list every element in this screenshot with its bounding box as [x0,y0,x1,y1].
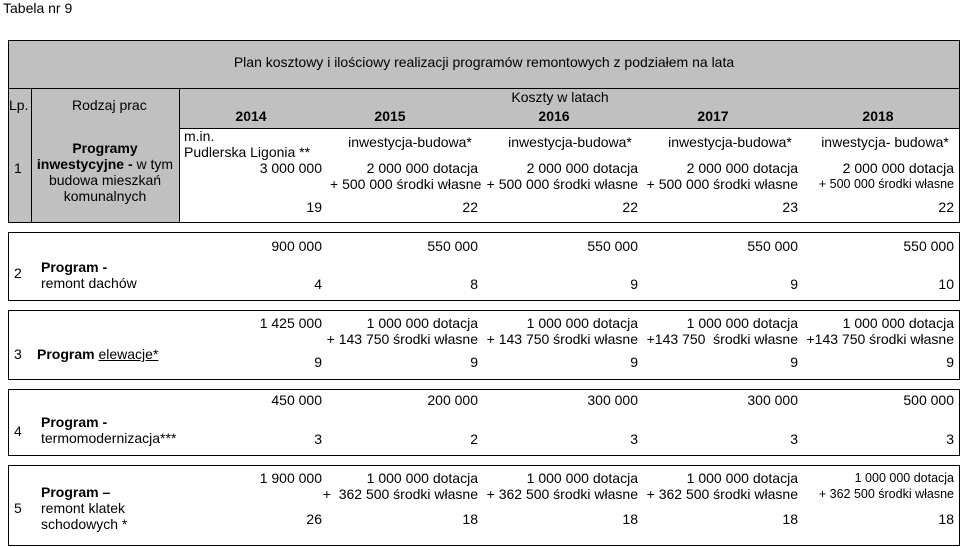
row1-kind-2016: inwestycja-budowa* [508,134,632,150]
row5-count-2018: 18 [938,511,954,527]
row1-amount-2017-a: 2 000 000 dotacja [686,160,798,176]
row4-count-2014: 3 [314,431,322,447]
row1-count-2018: 22 [938,199,954,215]
row1-kind-2015: inwestycja-budowa* [348,134,472,150]
row3-count-2016: 9 [630,354,638,370]
row5-amount-2016-b: + 362 500 środki własne [486,486,638,502]
row4-amount-2015: 200 000 [427,392,478,408]
row2-title-rest: remont dachów [41,275,137,291]
row2-amount-2017: 550 000 [747,238,798,254]
row2-title-bold: Program - [41,259,108,275]
row3-amount-2017-b: +143 750 środki własne [646,331,798,347]
row1-amount-2016-a: 2 000 000 dotacja [526,160,638,176]
row2-amount-2015: 550 000 [427,238,478,254]
row1-count-2016: 22 [622,199,638,215]
row1-amount-2018-a: 2 000 000 dotacja [842,160,954,176]
row3-amount-2018-b: +143 750 środki własne [806,331,954,347]
row2-amount-2018: 550 000 [903,238,954,254]
row2-count-2015: 8 [470,276,478,292]
row5-count-2016: 18 [622,511,638,527]
row5-count-2017: 18 [782,511,798,527]
row2-count-2018: 10 [938,276,954,292]
row4-count-2018: 3 [946,431,954,447]
row3-count-2014: 9 [314,354,322,370]
row5-count-2014: 26 [306,511,322,527]
row5-amount-2015-b: + 362 500 środki własne [322,486,478,502]
row1-street: Pudlerska Ligonia ** [184,144,311,160]
row1-count-2015: 22 [462,199,478,215]
header-lp: Lp. [9,97,29,113]
row4-count-2015: 2 [470,431,478,447]
year-2015: 2015 [374,108,406,124]
row4-title-bold: Program - [41,414,108,430]
row5-number: 5 [14,500,22,516]
row1-number: 1 [14,160,22,176]
row1-count-2014: 19 [306,199,322,215]
row1-kind-2018: inwestycja- budowa* [821,134,949,150]
row2-count-2016: 9 [630,276,638,292]
row3-amount-2014: 1 425 000 [259,315,322,331]
row1-amount-2017-b: + 500 000 środki własne [646,176,798,192]
row4-count-2016: 3 [630,431,638,447]
row1-title-rest: w tym budowa mieszkań komunalnych [48,156,174,204]
row5-amount-2017-b: + 362 500 środki własne [646,486,798,502]
row2-count-2014: 4 [314,276,322,292]
table-title: Plan kosztowy i ilościowy realizacji programów remontowych z podziałem na lata [233,54,735,70]
row3-number: 3 [14,346,22,362]
row3-count-2018: 9 [946,354,954,370]
year-2016: 2016 [538,108,570,124]
row3-amount-2017-a: 1 000 000 dotacja [686,315,798,331]
row5-amount-2016-a: 1 000 000 dotacja [526,470,638,486]
row5-amount-2018-a: 1 000 000 dotacja [854,471,954,485]
row3-title-rest: elewacje* [98,346,159,362]
row5-title-bold: Program – [41,484,111,500]
row2-count-2017: 9 [790,276,798,292]
year-2017: 2017 [697,108,729,124]
row3-title [37,346,158,362]
row1-minilabel: m.in. [184,128,215,144]
table-caption: Tabela nr 9 [3,0,73,16]
row4-title-rest: termomodernizacja*** [41,430,177,446]
row1-amount-2015-a: 2 000 000 dotacja [366,160,478,176]
row3-title-bold: Program [37,346,95,362]
row4-amount-2017: 300 000 [747,392,798,408]
row5-count-2015: 18 [462,511,478,527]
row3-amount-2016-b: + 143 750 środki własne [486,331,638,347]
row5-title-rest2: schodowych * [41,516,128,532]
row1-amount-2018-b: + 500 000 środki własne [818,177,954,191]
row4-number: 4 [14,423,22,439]
row5-title-rest1: remont klatek [41,500,126,516]
row2-number: 2 [14,265,22,281]
row4-amount-2018: 500 000 [903,392,954,408]
row1-title [35,140,175,204]
row4-amount-2014: 450 000 [271,392,322,408]
row5-amount-2015-a: 1 000 000 dotacja [366,470,478,486]
row3-amount-2015-b: + 143 750 środki własne [326,331,478,347]
row1-amount-2014: 3 000 000 [259,160,322,176]
row5-amount-2018-b: + 362 500 środki własne [818,487,954,501]
row1-amount-2015-b: + 500 000 środki własne [330,176,482,192]
row1-title-bold: Programy inwestycyjne - [36,140,138,172]
row3-amount-2015-a: 1 000 000 dotacja [366,315,478,331]
row1-amount-2016-b: + 500 000 środki własne [486,176,638,192]
row1-kind-2017: inwestycja-budowa* [668,134,792,150]
header-costs: Koszty w latach [511,89,609,105]
row1-count-2017: 23 [782,199,798,215]
row3-count-2017: 9 [790,354,798,370]
row2-amount-2014: 900 000 [271,238,322,254]
row2-amount-2016: 550 000 [587,238,638,254]
row4-count-2017: 3 [790,431,798,447]
row4-amount-2016: 300 000 [587,392,638,408]
row3-amount-2016-a: 1 000 000 dotacja [526,315,638,331]
row3-count-2015: 9 [470,354,478,370]
year-2018: 2018 [862,108,894,124]
header-type: Rodzaj prac [72,97,147,113]
row3-amount-2018-a: 1 000 000 dotacja [842,315,954,331]
row5-amount-2017-a: 1 000 000 dotacja [686,470,798,486]
year-2014: 2014 [235,108,267,124]
row5-amount-2014: 1 900 000 [259,470,322,486]
